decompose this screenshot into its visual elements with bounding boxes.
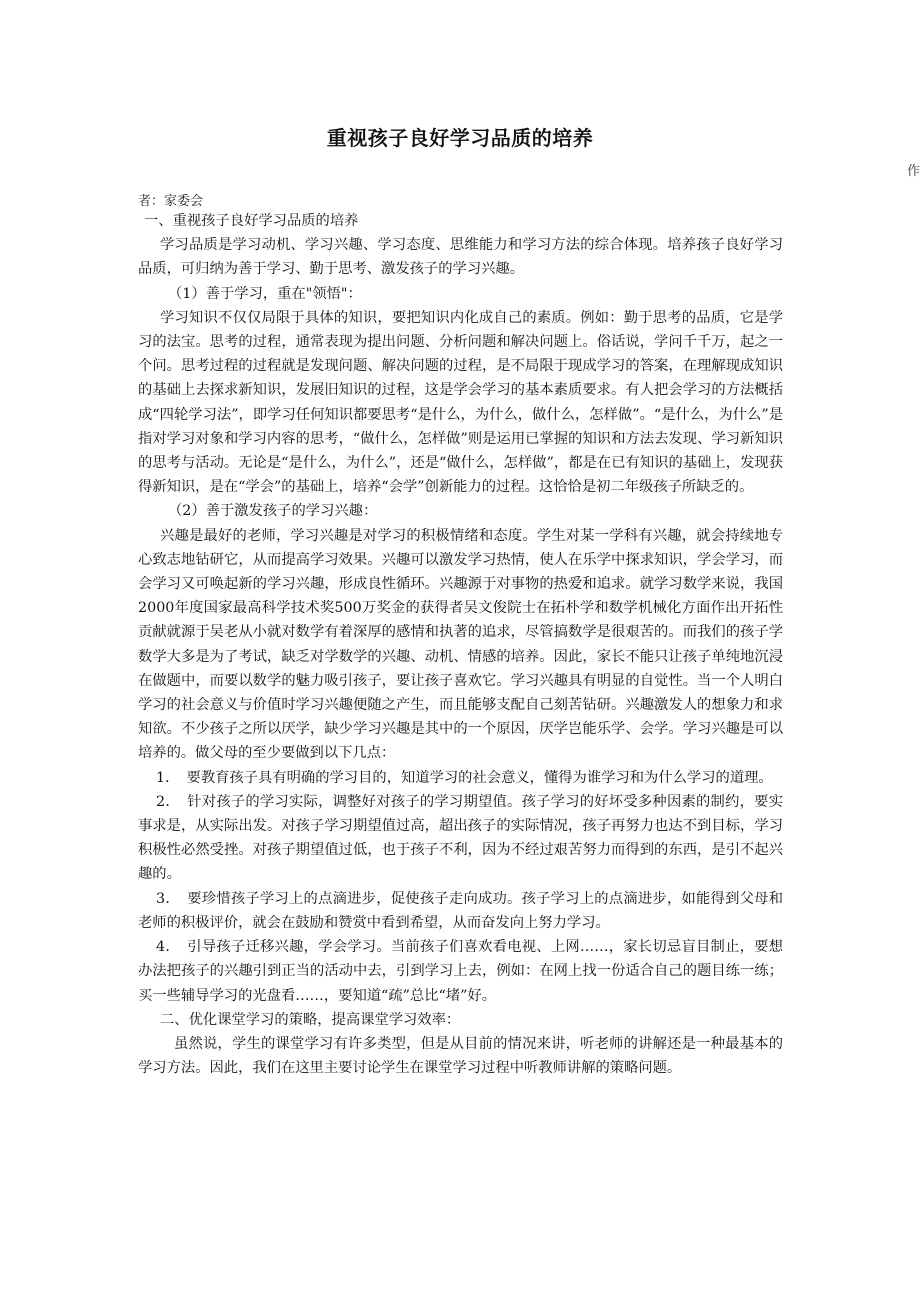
list-item: 1． 要教育孩子具有明确的学习目的，知道学习的社会意义，懂得为谁学习和为什么学习的道理。 — [156, 769, 773, 786]
section2-heading: 二、优化课堂学习的策略，提高课堂学习效率： — [160, 1011, 461, 1028]
subsection1-paragraph: 学习知识不仅仅局限于具体的知识，要把知识内化成自己的素质。例如：勤于思考的品质，它是学习的法宝。思考的过程，通常表现为提出问题、分析问题和解决问题上。俗话说，学问千千万，起之一个问。思考过程的过程就是发现问题、解决问题的过程，是不局限于现成学习的答案，在理解现成知识的基础上去探求新知识，发展旧知识的过程，这是学会学习的基本素质要求。有人把会学习的方法概括成“四轮学习法”，即学习任何知识都要思考“是什么，为什么，做什么，怎样做”。“是什么，为什么”是指对学习对象和学习内容的思考，“做什么，怎样做”则是运用已掌握的知识和方法去发现、学习新知识的思考与活动。无论是“是什么，为什么”，还是“做什么，怎样做”，都是在已有知识的基础上，发现获得新知识，是在“学会”的基础上，培养“会学”创新能力的过程。这恰恰是初二年级孩子所缺乏的。 — [138, 309, 783, 496]
section1-heading: 一、重视孩子良好学习品质的培养 — [144, 213, 359, 229]
author-label-fragment: 作 — [906, 164, 920, 179]
list-item: 3． 要珍惜孩子学习上的点滴进步，促使孩子走向成功。孩子学习上的点滴进步，如能得到父母和老师的积极评价，就会在鼓励和赞赏中看到希望，从而奋发向上努力学习。 — [138, 890, 783, 931]
list-item: 2． 针对孩子的学习实际，调整好对孩子的学习期望值。孩子学习的好坏受多种因素的制约，要实事求是，从实际出发。对孩子学习期望值过高，超出孩子的实际情况，孩子再努力也达不到目标，学习积极性必然受挫。对孩子期望值过低，也于孩子不利，因为不经过艰苦努力而得到的东西，是引不起兴趣的。 — [138, 793, 783, 883]
list-item: 4． 引导孩子迁移兴趣，学会学习。当前孩子们喜欢看电视、上网……，家长切忌盲目制止，要想办法把孩子的兴趣引到正当的活动中去，引到学习上去，例如：在网上找一份适合自己的题目练一练；买一些辅导学习的光盘看……，要知道“疏”总比“堵”好。 — [138, 939, 783, 1004]
document-title: 重视孩子良好学习品质的培养 — [326, 126, 594, 150]
subsection2-paragraph: 兴趣是最好的老师，学习兴趣是对学习的积极情绪和态度。学生对某一学科有兴趣，就会持续地专心致志地钻研它，从而提高学习效果。兴趣可以激发学习热情，使人在乐学中探求知识，学会学习，而会学习又可唤起新的学习兴趣，形成良性循环。兴趣源于对事物的热爱和追求。就学习数学来说，我国2000年度国家最高科学技术奖500万奖金的获得者吴文俊院士在拓朴学和数学机械化方面作出开拓性贡献就源于吴老从小就对数学有着深厚的感情和执著的追求，尽管搞数学是很艰苦的。而我们的孩子学数学大多是为了考试，缺乏对学数学的兴趣、动机、情感的培养。因此，家长不能只让孩子单纯地沉浸在做题中，而要以数学的魅力吸引孩子，要让孩子喜欢它。学习兴趣具有明显的自觉性。当一个人明白学习的社会意义与价值时学习兴趣便随之产生，而且能够支配自己刻苦钻研。兴趣激发人的想象力和求知欲。不少孩子之所以厌学，缺少学习兴趣是其中的一个原因，厌学岂能乐学、会学。学习兴趣是可以培养的。做父母的至少要做到以下几点： — [138, 527, 783, 762]
section2-paragraph: 虽然说，学生的课堂学习有许多类型，但是从目前的情况来讲，听老师的讲解还是一种最基本的学习方法。因此，我们在这里主要讨论学生在课堂学习过程中听教师讲解的策略问题。 — [138, 1035, 783, 1077]
author-line: 者：家委会 — [138, 194, 204, 209]
subsection2-heading: （2）善于激发孩子的学习兴趣： — [168, 503, 378, 520]
document-body — [138, 209, 783, 1080]
intro-paragraph: 学习品质是学习动机、学习兴趣、学习态度、思维能力和学习方法的综合体现。培养孩子良好学习品质，可归纳为善于学习、勤于思考、激发孩子的学习兴趣。 — [138, 237, 783, 278]
subsection1-heading: （1）善于学习，重在"领悟"： — [168, 285, 362, 302]
